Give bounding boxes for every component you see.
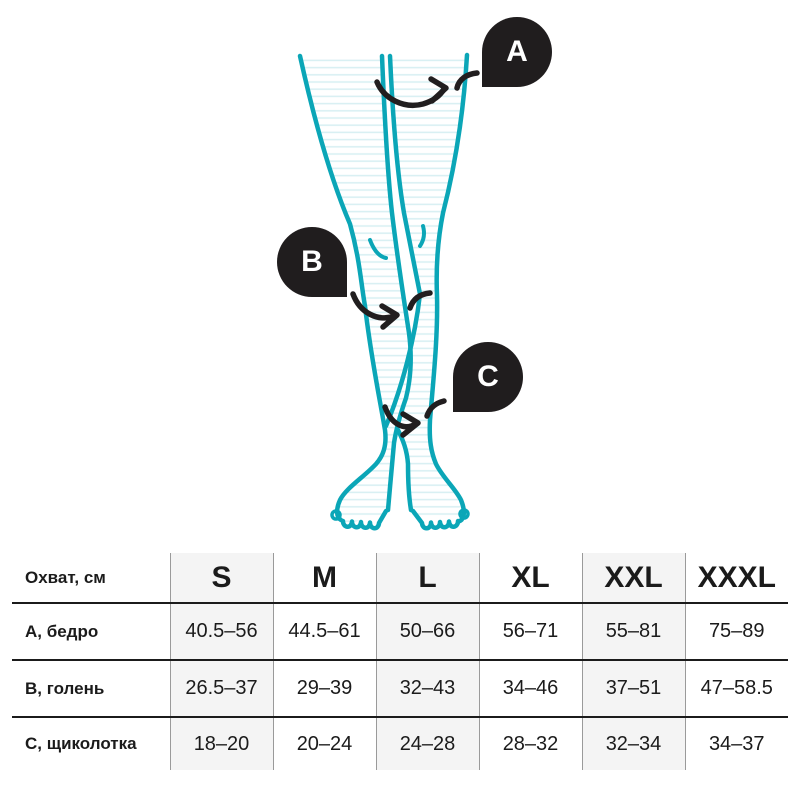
table-cell: 55–81 (582, 603, 685, 660)
table-cell: 50–66 (376, 603, 479, 660)
size-col-xxxl: XXXL (685, 553, 788, 603)
table-cell: 34–46 (479, 660, 582, 717)
size-col-xxl: XXL (582, 553, 685, 603)
table-cell: 32–43 (376, 660, 479, 717)
size-table (12, 553, 788, 770)
badge-c-letter: C (477, 360, 499, 393)
table-header-row (12, 553, 788, 603)
table-cell: 24–28 (376, 717, 479, 770)
size-col-l: L (376, 553, 479, 603)
table-cell: 18–20 (170, 717, 273, 770)
size-table-wrap (12, 553, 788, 770)
badge-thigh-a (482, 17, 552, 87)
table-cell: 40.5–56 (170, 603, 273, 660)
table-cell: 26.5–37 (170, 660, 273, 717)
table-row-ankle (12, 717, 788, 770)
unit-label: Охват, см (25, 567, 106, 587)
table-row-calf (12, 660, 788, 717)
table-cell: 28–32 (479, 717, 582, 770)
table-cell: 47–58.5 (685, 660, 788, 717)
size-col-m: M (273, 553, 376, 603)
table-cell: 29–39 (273, 660, 376, 717)
size-col-xl: XL (479, 553, 582, 603)
table-cell: 75–89 (685, 603, 788, 660)
table-cell: 34–37 (685, 717, 788, 770)
table-cell: 37–51 (582, 660, 685, 717)
badge-a-letter: A (506, 35, 528, 68)
table-row-thigh (12, 603, 788, 660)
size-col-s: S (170, 553, 273, 603)
table-cell: 32–34 (582, 717, 685, 770)
badge-ankle-c (453, 342, 523, 412)
table-cell: 20–24 (273, 717, 376, 770)
row-label-thigh: A, бедро (25, 621, 99, 641)
table-cell: 44.5–61 (273, 603, 376, 660)
badge-calf-b (277, 227, 347, 297)
badge-b-letter: B (301, 245, 323, 278)
row-label-calf: B, голень (25, 678, 105, 698)
row-label-ankle: C, щиколотка (25, 734, 137, 753)
table-cell: 56–71 (479, 603, 582, 660)
